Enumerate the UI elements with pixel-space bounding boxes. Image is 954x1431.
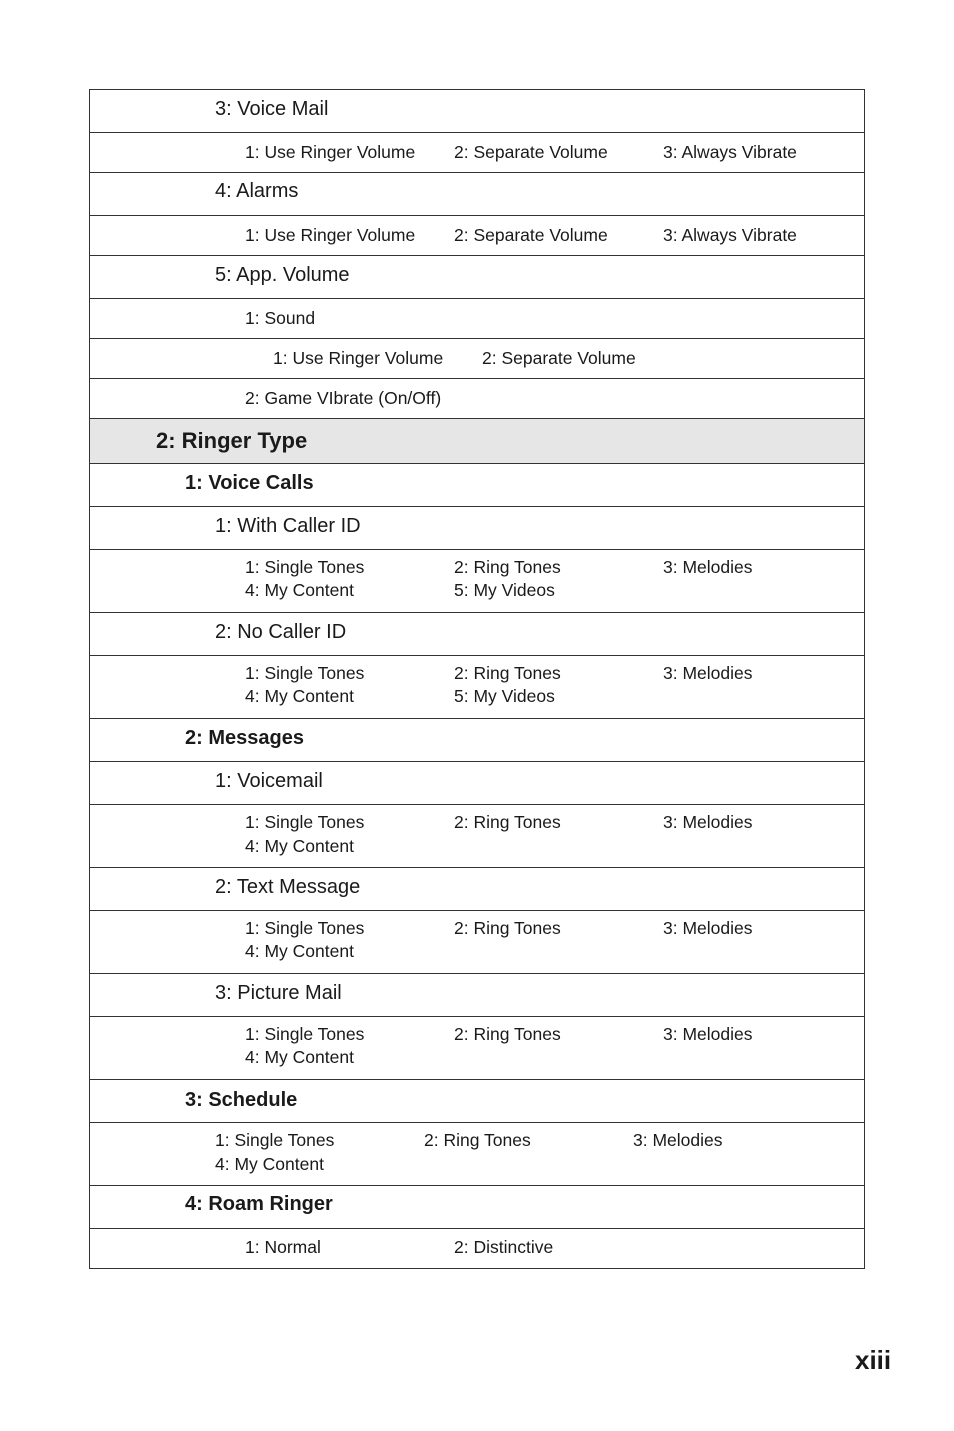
option: 2: Ring Tones xyxy=(454,812,561,832)
option: 4: My Content xyxy=(245,941,354,961)
menu-row-messages xyxy=(90,719,864,762)
option: 4: My Content xyxy=(245,836,354,856)
menu-table xyxy=(89,89,865,1269)
option: 3: Melodies xyxy=(663,812,753,832)
menu-row-sound xyxy=(90,299,864,339)
menu-item: 2: Messages xyxy=(185,727,304,749)
menu-row-roam-ringer xyxy=(90,1186,864,1229)
menu-item: 3: Schedule xyxy=(185,1089,298,1111)
menu-item: 2: Text Message xyxy=(215,876,361,898)
menu-item: 4: Alarms xyxy=(215,180,299,202)
option: 2: Separate Volume xyxy=(482,348,636,368)
menu-item: 1: With Caller ID xyxy=(215,515,361,537)
menu-row-app-volume xyxy=(90,256,864,299)
menu-row-voice-calls xyxy=(90,464,864,507)
option: 4: My Content xyxy=(245,686,354,706)
menu-item: 1: Voicemail xyxy=(215,770,323,792)
option: 5: My Videos xyxy=(454,686,555,706)
menu-item: 1: Sound xyxy=(245,308,316,328)
option: 1: Single Tones xyxy=(245,812,365,832)
option: 3: Melodies xyxy=(663,663,753,683)
options-row xyxy=(90,216,864,256)
option: 2: Ring Tones xyxy=(454,1024,561,1044)
options-row xyxy=(90,133,864,173)
menu-row-with-caller-id xyxy=(90,507,864,550)
option: 4: My Content xyxy=(245,1047,354,1067)
option: 1: Normal xyxy=(245,1237,321,1257)
option: 1: Single Tones xyxy=(245,557,365,577)
option: 2: Ring Tones xyxy=(454,663,561,683)
menu-row-picture-mail xyxy=(90,974,864,1017)
option: 1: Use Ringer Volume xyxy=(245,225,416,245)
option: 1: Use Ringer Volume xyxy=(245,142,416,162)
option: 2: Separate Volume xyxy=(454,225,608,245)
page-number: xiii xyxy=(855,1345,892,1375)
menu-item: 2: No Caller ID xyxy=(215,621,347,643)
option: 2: Separate Volume xyxy=(454,142,608,162)
option: 3: Always Vibrate xyxy=(663,225,797,245)
option: 2: Ring Tones xyxy=(424,1130,531,1150)
option: 1: Single Tones xyxy=(245,663,365,683)
menu-row-game-vibrate xyxy=(90,379,864,419)
menu-item: 1: Voice Calls xyxy=(185,472,314,494)
option: 1: Single Tones xyxy=(245,1024,365,1044)
menu-item: 4: Roam Ringer xyxy=(185,1193,333,1215)
option: 4: My Content xyxy=(215,1154,324,1174)
options-row xyxy=(90,339,864,379)
option: 3: Melodies xyxy=(633,1130,723,1150)
options-row xyxy=(90,911,864,974)
option: 1: Single Tones xyxy=(245,918,365,938)
menu-row-voicemail xyxy=(90,762,864,805)
menu-row-no-caller-id xyxy=(90,613,864,656)
section-title: 2: Ringer Type xyxy=(156,428,308,453)
menu-row-schedule xyxy=(90,1080,864,1123)
option: 3: Melodies xyxy=(663,1024,753,1044)
option: 2: Ring Tones xyxy=(454,557,561,577)
menu-item: 2: Game VIbrate (On/Off) xyxy=(245,388,442,408)
option: 3: Always Vibrate xyxy=(663,142,797,162)
option: 3: Melodies xyxy=(663,557,753,577)
option: 2: Distinctive xyxy=(454,1237,554,1257)
option: 5: My Videos xyxy=(454,580,555,600)
options-row xyxy=(90,1017,864,1080)
option: 3: Melodies xyxy=(663,918,753,938)
section-header-ringer-type xyxy=(90,419,864,464)
option: 1: Use Ringer Volume xyxy=(273,348,444,368)
option: 2: Ring Tones xyxy=(454,918,561,938)
options-row xyxy=(90,656,864,719)
option: 4: My Content xyxy=(245,580,354,600)
menu-item: 5: App. Volume xyxy=(215,264,350,286)
options-row xyxy=(90,805,864,868)
options-row xyxy=(90,1229,864,1269)
menu-row-alarms xyxy=(90,173,864,216)
options-row xyxy=(90,550,864,613)
menu-item: 3: Voice Mail xyxy=(215,98,329,120)
menu-row-text-message xyxy=(90,868,864,911)
option: 1: Single Tones xyxy=(215,1130,335,1150)
options-row xyxy=(90,1123,864,1186)
menu-item: 3: Picture Mail xyxy=(215,982,342,1004)
menu-row-voice-mail xyxy=(90,90,864,133)
